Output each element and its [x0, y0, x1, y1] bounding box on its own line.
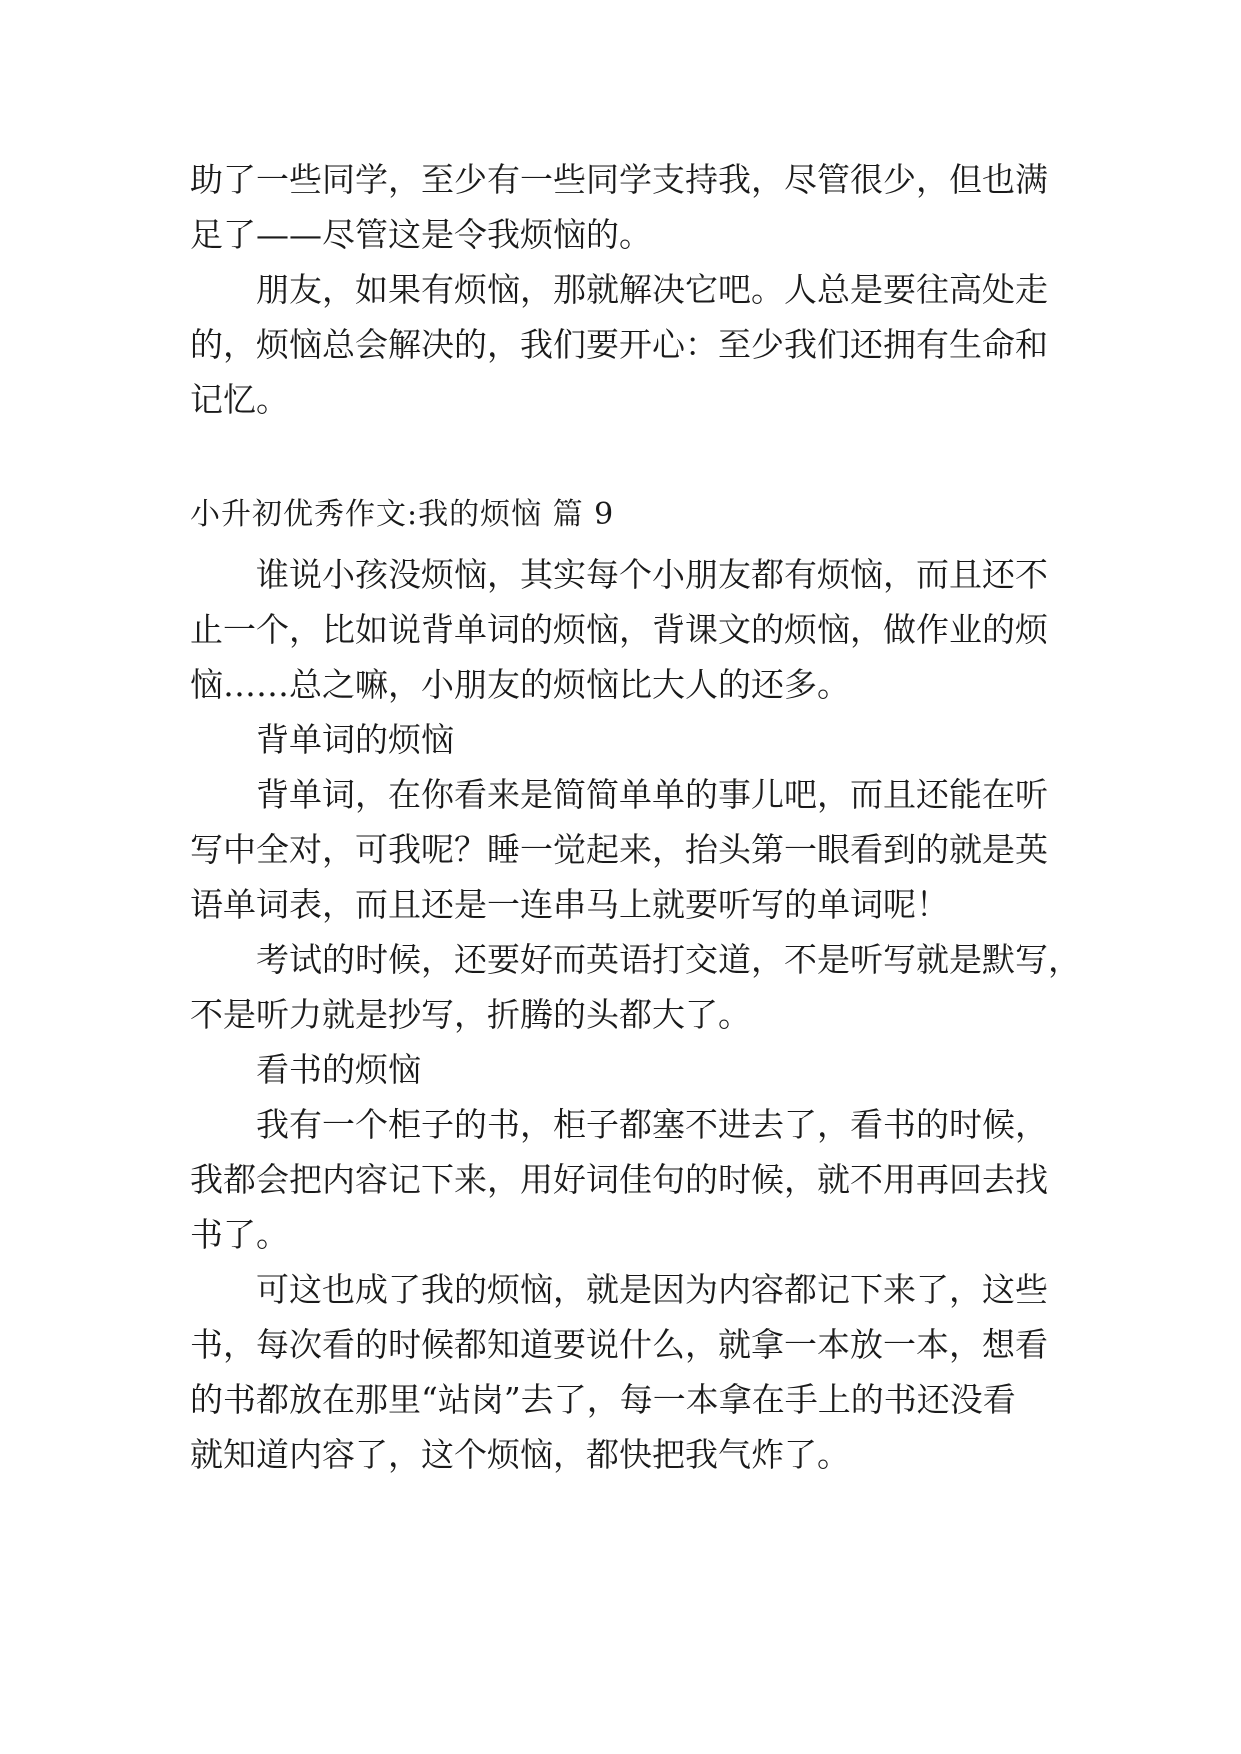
paragraph-line: 助了一些同学，至少有一些同学支持我，尽管很少，但也满: [190, 160, 1048, 199]
paragraph-line: 书了。: [190, 1215, 289, 1254]
paragraph-line: 不是听力就是抄写，折腾的头都大了。: [190, 995, 751, 1034]
paragraph-line: 朋友，如果有烦恼，那就解决它吧。人总是要往高处走: [256, 270, 1048, 309]
paragraph-line: 记忆。: [190, 380, 289, 419]
paragraph-line: 写中全对，可我呢？睡一觉起来，抬头第一眼看到的就是英: [190, 830, 1048, 869]
paragraph-line: 的书都放在那里“站岗”去了，每一本拿在手上的书还没看: [190, 1380, 1016, 1419]
paragraph-line: 恼……总之嘛，小朋友的烦恼比大人的还多。: [190, 665, 850, 704]
paragraph-line: 止一个，比如说背单词的烦恼，背课文的烦恼，做作业的烦: [190, 610, 1048, 649]
paragraph-line: 语单词表，而且还是一连串马上就要听写的单词呢！: [190, 885, 949, 924]
subheading: 背单词的烦恼: [256, 720, 454, 759]
paragraph-line: 我都会把内容记下来，用好词佳句的时候，就不用再回去找: [190, 1160, 1048, 1199]
subheading: 看书的烦恼: [256, 1050, 421, 1089]
paragraph-line: 书，每次看的时候都知道要说什么，就拿一本放一本，想看: [190, 1325, 1048, 1364]
paragraph-line: 考试的时候，还要好而英语打交道，不是听写就是默写，: [256, 940, 1081, 979]
section-heading: 小升初优秀作文:我的烦恼 篇 9: [190, 497, 615, 532]
paragraph-line: 可这也成了我的烦恼，就是因为内容都记下来了，这些: [256, 1270, 1048, 1309]
paragraph-line: 背单词，在你看来是简简单单的事儿吧，而且还能在听: [256, 775, 1048, 814]
paragraph-line: 我有一个柜子的书，柜子都塞不进去了，看书的时候，: [256, 1105, 1048, 1144]
paragraph-line: 足了——尽管这是令我烦恼的。: [190, 215, 652, 254]
paragraph-line: 就知道内容了，这个烦恼，都快把我气炸了。: [190, 1435, 850, 1474]
paragraph-line: 的，烦恼总会解决的，我们要开心：至少我们还拥有生命和: [190, 325, 1048, 364]
paragraph-line: 谁说小孩没烦恼，其实每个小朋友都有烦恼，而且还不: [256, 555, 1048, 594]
